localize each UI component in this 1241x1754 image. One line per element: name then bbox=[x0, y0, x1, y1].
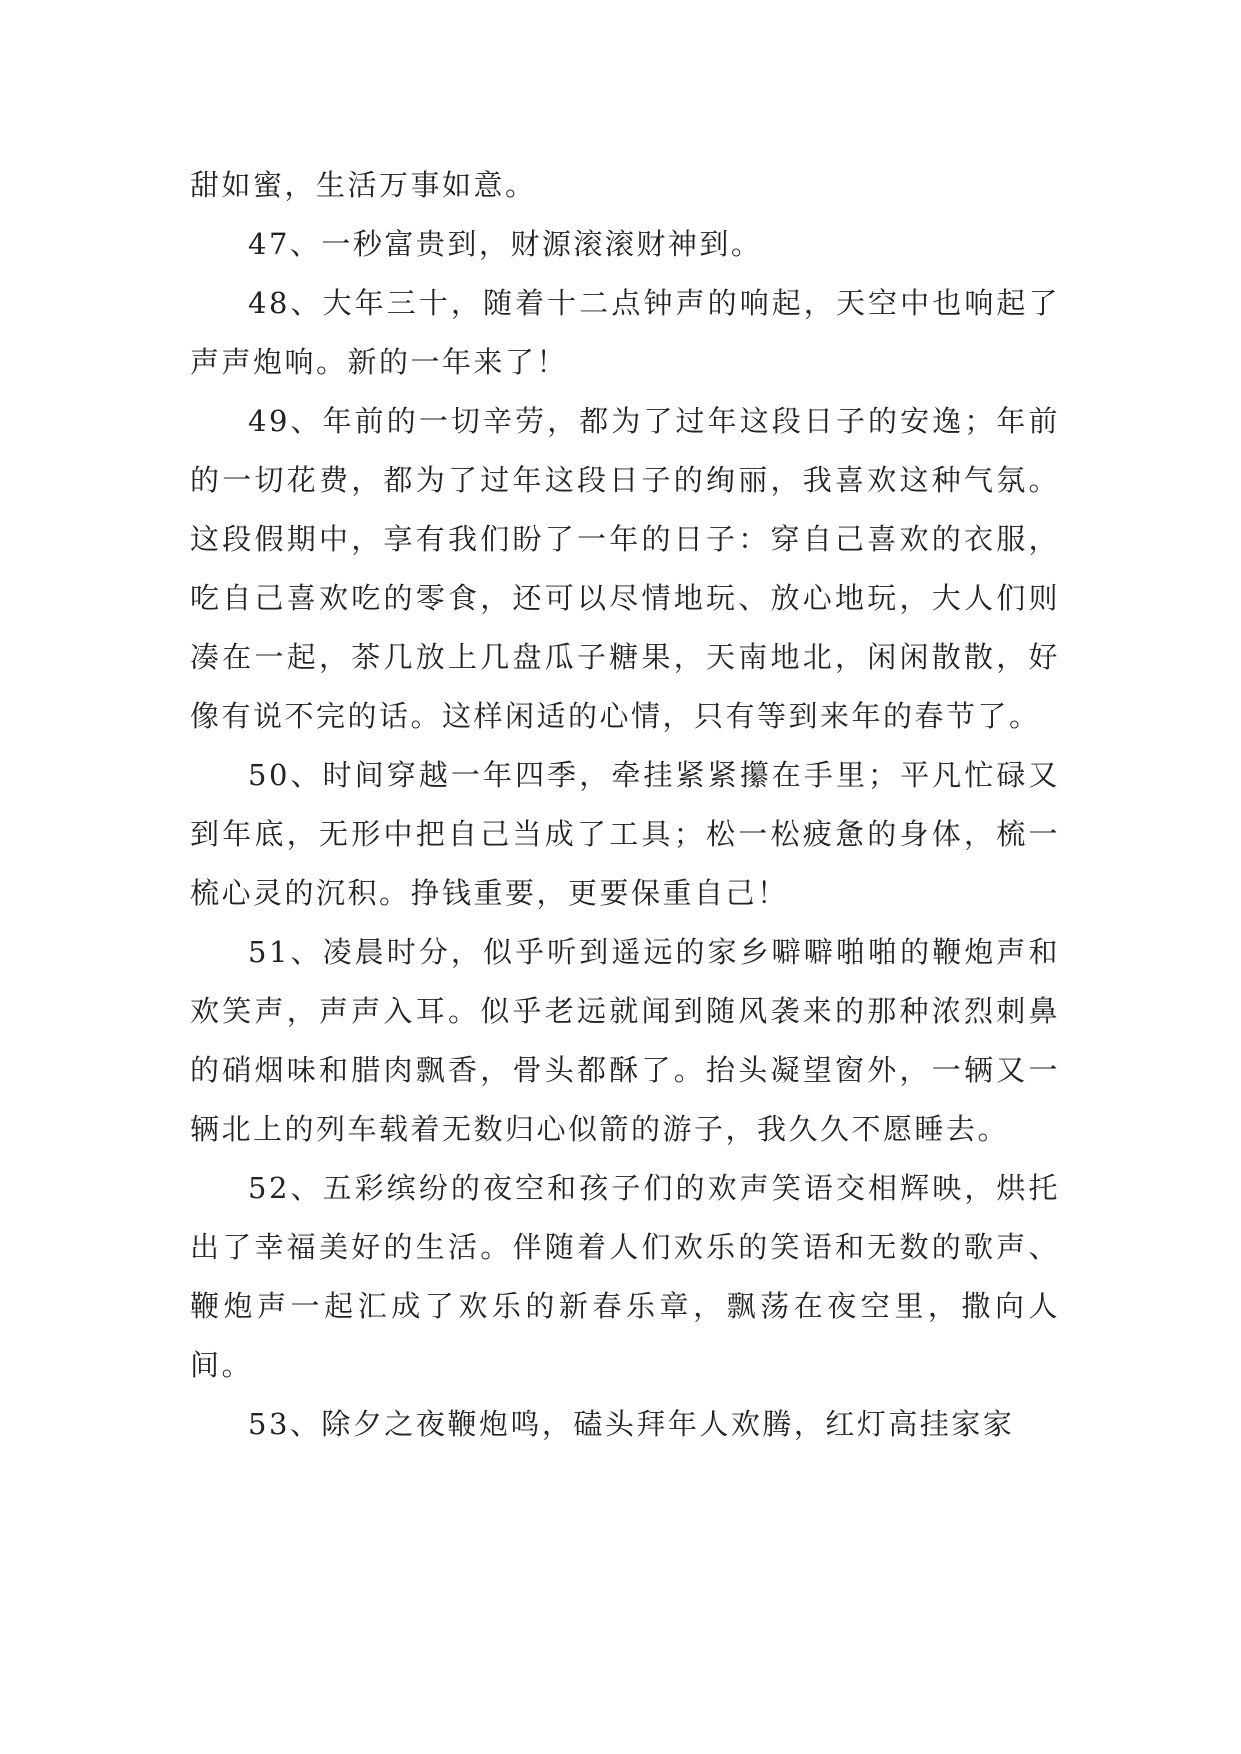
paragraph-53: 53、除夕之夜鞭炮鸣，磕头拜年人欢腾，红灯高挂家家 bbox=[248, 1407, 1015, 1441]
document-body bbox=[190, 156, 1060, 1454]
paragraph-52: 52、五彩缤纷的夜空和孩子们的欢声笑语交相辉映，烘托出了幸福美好的生活。伴随着人们欢乐的笑语和无数的歌声、鞭炮声一起汇成了欢乐的新春乐章，飘荡在夜空里，撒向人间。 bbox=[190, 1171, 1060, 1382]
paragraph-47: 47、一秒富贵到，财源滚滚财神到。 bbox=[248, 227, 763, 261]
paragraph-51: 51、凌晨时分，似乎听到遥远的家乡噼噼啪啪的鞭炮声和欢笑声，声声入耳。似乎老远就闻到随风袭来的那种浓烈刺鼻的硝烟味和腊肉飘香，骨头都酥了。抬头凝望窗外，一辆又一辆北上的列车载着无数归心似箭的游子，我久久不愿睡去。 bbox=[190, 935, 1060, 1146]
paragraph-48: 48、大年三十，随着十二点钟声的响起，天空中也响起了声声炮响。新的一年来了！ bbox=[190, 286, 1060, 379]
paragraph-continuation: 甜如蜜，生活万事如意。 bbox=[190, 168, 537, 202]
paragraph-50: 50、时间穿越一年四季，牵挂紧紧攥在手里；平凡忙碌又到年底，无形中把自己当成了工具；松一松疲惫的身体，梳一梳心灵的沉积。挣钱重要，更要保重自己！ bbox=[190, 758, 1060, 910]
paragraph-49: 49、年前的一切辛劳，都为了过年这段日子的安逸；年前的一切花费，都为了过年这段日子的绚丽，我喜欢这种气氛。这段假期中，享有我们盼了一年的日子：穿自己喜欢的衣服，吃自己喜欢吃的零食，还可以尽情地玩、放心地玩，大人们则凑在一起，茶几放上几盘瓜子糖果，天南地北，闲闲散散，好像有说不完的话。这样闲适的心情，只有等到来年的春节了。 bbox=[190, 404, 1060, 733]
